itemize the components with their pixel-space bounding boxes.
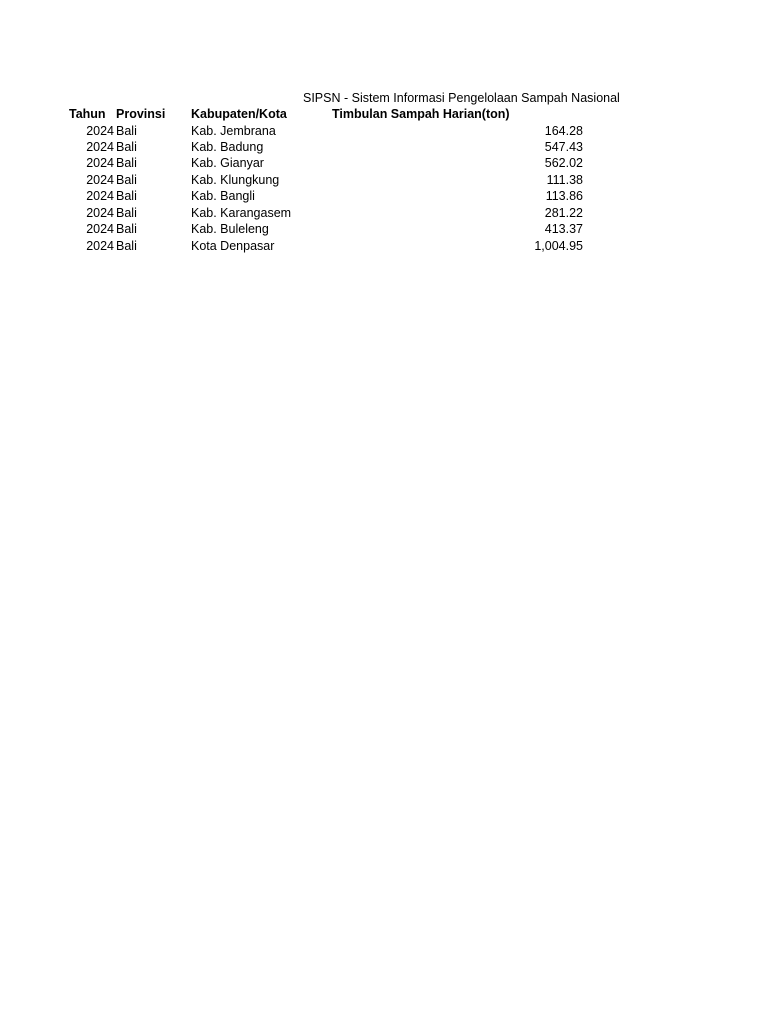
- cell-tahun: 2024: [86, 156, 114, 170]
- cell-timbulan: 113.86: [545, 189, 583, 203]
- cell-provinsi: Bali: [116, 239, 137, 253]
- cell-kabupaten: Kab. Karangasem: [191, 206, 292, 220]
- cell-timbulan: 562.02: [544, 156, 583, 170]
- cell-kabupaten: Kab. Buleleng: [191, 222, 269, 236]
- header-tahun: Tahun: [69, 107, 106, 121]
- cell-tahun: 2024: [86, 140, 114, 154]
- cell-kabupaten: Kab. Bangli: [191, 189, 255, 203]
- header-kabupaten: Kabupaten/Kota: [191, 107, 287, 121]
- cell-provinsi: Bali: [116, 222, 137, 236]
- cell-timbulan: 111.38: [546, 173, 583, 187]
- cell-provinsi: Bali: [116, 156, 137, 170]
- cell-timbulan: 164.28: [544, 124, 583, 138]
- table-row: [0, 205, 768, 222]
- cell-kabupaten: Kab. Klungkung: [191, 173, 280, 187]
- header-timbulan: Timbulan Sampah Harian(ton): [332, 107, 510, 121]
- cell-timbulan: 547.43: [544, 140, 583, 154]
- table-row: [0, 139, 768, 156]
- cell-kabupaten: Kab. Badung: [191, 140, 264, 154]
- cell-timbulan: 1,004.95: [534, 239, 583, 253]
- cell-timbulan: 413.37: [544, 222, 583, 236]
- table-row: [0, 238, 768, 255]
- cell-tahun: 2024: [86, 222, 114, 236]
- cell-provinsi: Bali: [116, 206, 137, 220]
- cell-kabupaten: Kab. Gianyar: [191, 156, 264, 170]
- cell-provinsi: Bali: [116, 124, 137, 138]
- cell-tahun: 2024: [86, 189, 114, 203]
- cell-tahun: 2024: [86, 124, 114, 138]
- cell-tahun: 2024: [86, 173, 114, 187]
- cell-tahun: 2024: [86, 239, 114, 253]
- table-row: [0, 188, 768, 205]
- cell-provinsi: Bali: [116, 189, 137, 203]
- cell-kabupaten: Kab. Jembrana: [191, 124, 276, 138]
- table-row: [0, 155, 768, 172]
- table-row: [0, 172, 768, 189]
- table-row: [0, 221, 768, 238]
- table-row: [0, 123, 768, 140]
- cell-provinsi: Bali: [116, 173, 137, 187]
- cell-kabupaten: Kota Denpasar: [191, 239, 275, 253]
- sheet-title: SIPSN - Sistem Informasi Pengelolaan Sampah Nasional: [303, 91, 620, 105]
- cell-tahun: 2024: [86, 206, 114, 220]
- cell-timbulan: 281.22: [544, 206, 583, 220]
- header-row: [0, 106, 768, 123]
- header-provinsi: Provinsi: [116, 107, 166, 121]
- cell-provinsi: Bali: [116, 140, 137, 154]
